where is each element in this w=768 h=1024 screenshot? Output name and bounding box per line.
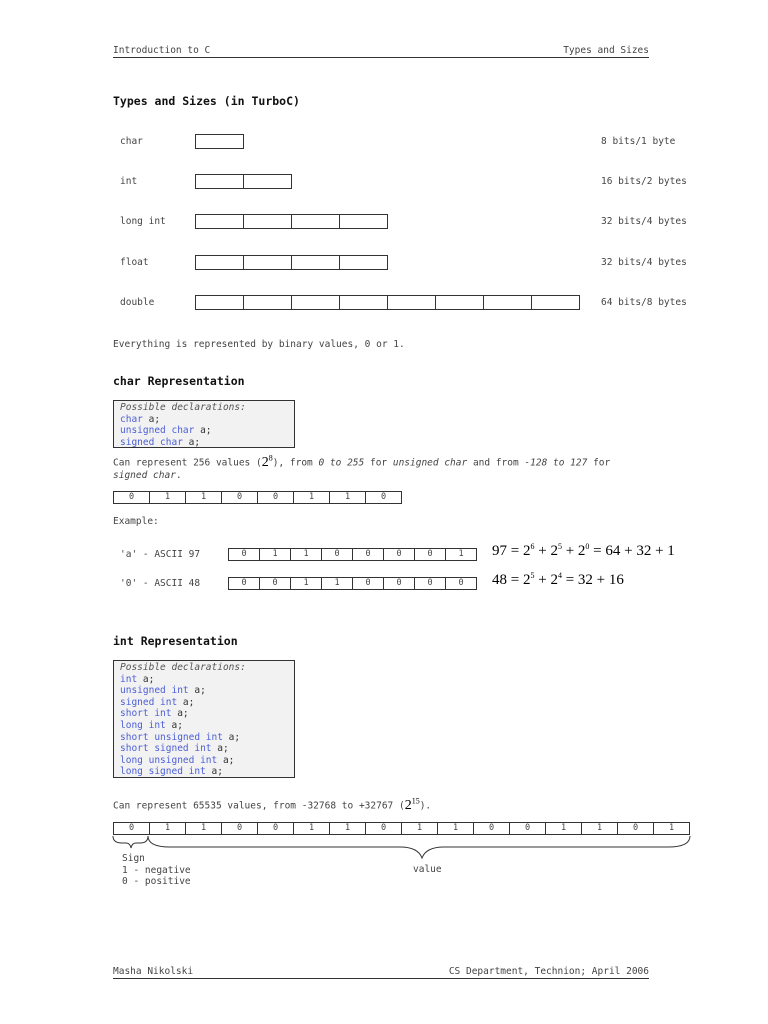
declaration-line bbox=[120, 708, 288, 720]
sign-line-positive: 0 - positive bbox=[122, 876, 191, 887]
formula-exponent: 5 bbox=[557, 542, 562, 551]
char-desc-p6: . bbox=[175, 469, 182, 481]
declaration-keyword: short int bbox=[120, 708, 172, 720]
value-label: value bbox=[413, 864, 442, 875]
bit-cell: 1 bbox=[185, 491, 222, 504]
declaration-line bbox=[120, 732, 288, 744]
declaration-keyword: int bbox=[120, 673, 138, 685]
bit-cell: 1 bbox=[290, 577, 322, 590]
char-section-title: char Representation bbox=[113, 374, 245, 388]
formula-plus: + bbox=[534, 543, 551, 559]
byte-cell bbox=[483, 295, 532, 310]
header-left: Introduction to C bbox=[113, 45, 211, 56]
bit-cell: 0 bbox=[509, 822, 546, 835]
bit-cell: 0 bbox=[352, 577, 384, 590]
byte-cell bbox=[291, 214, 340, 229]
bit-cell: 1 bbox=[290, 548, 322, 561]
declaration-variable: a; bbox=[182, 436, 201, 448]
formula-lhs: 97 = bbox=[492, 543, 523, 559]
char-desc-type2: signed char bbox=[113, 469, 176, 481]
char-desc-exp: 8 bbox=[268, 453, 273, 462]
char-declarations-box bbox=[113, 400, 295, 448]
declaration-keyword: long unsigned int bbox=[120, 754, 218, 766]
byte-cell bbox=[291, 255, 340, 270]
declaration-keyword: long int bbox=[120, 719, 166, 731]
formula-exponent: 4 bbox=[557, 571, 562, 580]
declaration-variable: a; bbox=[211, 743, 229, 755]
int-desc-p2: ). bbox=[419, 800, 432, 812]
declaration-line bbox=[120, 720, 288, 732]
declaration-line bbox=[120, 743, 288, 755]
declaration-variable: a; bbox=[142, 413, 161, 425]
declaration-line bbox=[120, 766, 288, 778]
formula-exponent: 0 bbox=[585, 542, 590, 551]
char-description bbox=[113, 452, 673, 482]
type-byte-cells bbox=[195, 214, 388, 229]
type-name: long int bbox=[120, 216, 166, 227]
declaration-line bbox=[120, 755, 288, 767]
formula-plus: + bbox=[561, 543, 578, 559]
int-desc-exp: 15 bbox=[411, 796, 420, 805]
byte-cell bbox=[195, 214, 244, 229]
byte-cell bbox=[195, 174, 244, 189]
byte-cell bbox=[339, 295, 388, 310]
type-size: 8 bits/1 byte bbox=[601, 136, 676, 147]
char-desc-p5: for bbox=[587, 457, 611, 469]
bit-cell: 0 bbox=[259, 577, 291, 590]
bit-cell: 1 bbox=[445, 548, 477, 561]
bit-cell: 0 bbox=[221, 822, 258, 835]
bit-cell: 1 bbox=[329, 822, 366, 835]
bit-cell: 0 bbox=[321, 548, 353, 561]
bit-cell: 0 bbox=[383, 548, 415, 561]
int-description bbox=[113, 796, 431, 814]
byte-cell bbox=[531, 295, 580, 310]
formula-base: 2 bbox=[550, 543, 558, 559]
formula-exponent: 6 bbox=[530, 542, 535, 551]
sign-label: Sign bbox=[122, 853, 145, 864]
declaration-variable: a; bbox=[165, 719, 183, 731]
header-rule bbox=[113, 57, 649, 58]
example-ascii-label: '0' - ASCII 48 bbox=[120, 578, 201, 589]
int-section-title: int Representation bbox=[113, 634, 238, 648]
example-formula bbox=[492, 571, 624, 589]
type-name: char bbox=[120, 136, 143, 147]
value-brace bbox=[148, 836, 690, 858]
type-size: 64 bits/8 bytes bbox=[601, 297, 687, 308]
type-name: float bbox=[120, 257, 149, 268]
bit-cell: 0 bbox=[257, 822, 294, 835]
byte-cell bbox=[195, 295, 244, 310]
char-desc-range1: 0 to 255 bbox=[318, 457, 365, 469]
int-desc-p1: Can represent 65535 values, from -32768 to +32767 ( bbox=[113, 800, 405, 812]
formula-rhs: = 32 + 16 bbox=[561, 572, 624, 588]
bit-cell: 0 bbox=[365, 491, 402, 504]
declaration-variable: a; bbox=[188, 685, 206, 697]
byte-cell bbox=[195, 255, 244, 270]
bit-cell: 0 bbox=[113, 822, 150, 835]
bit-cell: 1 bbox=[545, 822, 582, 835]
byte-cell bbox=[243, 255, 292, 270]
declaration-line bbox=[120, 414, 288, 426]
types-title: Types and Sizes (in TurboC) bbox=[113, 94, 300, 108]
bit-cell: 0 bbox=[257, 491, 294, 504]
byte-cell bbox=[387, 295, 436, 310]
type-size: 32 bits/4 bytes bbox=[601, 257, 687, 268]
bit-cell: 0 bbox=[228, 577, 260, 590]
type-name: double bbox=[120, 297, 155, 308]
byte-cell bbox=[435, 295, 484, 310]
char-desc-base: 2 bbox=[261, 454, 269, 470]
byte-cell bbox=[243, 174, 292, 189]
header-right: Types and Sizes bbox=[563, 45, 649, 56]
declaration-variable: a; bbox=[222, 731, 241, 743]
bit-cell: 0 bbox=[414, 577, 446, 590]
example-formula bbox=[492, 542, 675, 560]
footer-rule bbox=[113, 978, 649, 979]
bit-cell: 0 bbox=[352, 548, 384, 561]
bit-cell: 1 bbox=[185, 822, 222, 835]
bit-cell: 1 bbox=[293, 822, 330, 835]
declaration-variable: a; bbox=[171, 708, 189, 720]
bit-cell: 1 bbox=[329, 491, 366, 504]
type-byte-cells bbox=[195, 174, 292, 189]
bit-cell: 0 bbox=[383, 577, 415, 590]
bit-cell: 1 bbox=[149, 491, 186, 504]
formula-base: 2 bbox=[550, 572, 558, 588]
sign-line-negative: 1 - negative bbox=[122, 865, 191, 876]
char-bit-row bbox=[113, 491, 402, 504]
declaration-keyword: unsigned int bbox=[120, 685, 189, 697]
formula-base: 2 bbox=[577, 543, 586, 559]
declaration-keyword: unsigned char bbox=[120, 425, 195, 437]
char-desc-p2: ), from bbox=[272, 457, 319, 469]
type-name: int bbox=[120, 176, 138, 187]
example-label: Example: bbox=[113, 516, 159, 527]
declaration-keyword: signed char bbox=[120, 436, 183, 448]
bit-cell: 0 bbox=[473, 822, 510, 835]
byte-cell bbox=[243, 214, 292, 229]
binary-note: Everything is represented by binary values, 0 or 1. bbox=[113, 339, 405, 350]
type-size: 32 bits/4 bytes bbox=[601, 216, 687, 227]
declaration-line bbox=[120, 697, 288, 709]
bit-cell: 0 bbox=[445, 577, 477, 590]
int-code-comment: Possible declarations: bbox=[120, 662, 246, 673]
footer-right: CS Department, Technion; April 2006 bbox=[448, 966, 649, 977]
bit-cell: 0 bbox=[221, 491, 258, 504]
type-byte-cells bbox=[195, 255, 388, 270]
byte-cell bbox=[339, 214, 388, 229]
declaration-variable: a; bbox=[217, 754, 235, 766]
bit-cell: 0 bbox=[113, 491, 150, 504]
char-desc-range2: -128 to 127 bbox=[524, 457, 588, 469]
bit-cell: 1 bbox=[401, 822, 438, 835]
int-declarations-box bbox=[113, 660, 295, 778]
bit-cell: 1 bbox=[653, 822, 690, 835]
char-desc-p3: for bbox=[364, 457, 393, 469]
example-bit-row bbox=[228, 577, 477, 590]
char-desc-p1: Can represent 256 values ( bbox=[113, 457, 262, 469]
example-bit-row bbox=[228, 548, 477, 561]
formula-lhs: 48 = bbox=[492, 572, 523, 588]
formula-rhs: = 64 + 32 + 1 bbox=[589, 543, 675, 559]
bit-cell: 1 bbox=[293, 491, 330, 504]
int-desc-base: 2 bbox=[404, 797, 412, 813]
char-desc-type1: unsigned char bbox=[392, 457, 468, 469]
bit-cell: 1 bbox=[149, 822, 186, 835]
sign-brace bbox=[113, 836, 148, 848]
byte-cell bbox=[243, 295, 292, 310]
declaration-line bbox=[120, 674, 288, 686]
char-code-comment: Possible declarations: bbox=[120, 402, 246, 413]
bit-cell: 1 bbox=[259, 548, 291, 561]
declaration-keyword: char bbox=[120, 413, 143, 425]
type-byte-cells bbox=[195, 295, 580, 310]
char-desc-p4: and from bbox=[467, 457, 525, 469]
footer-left: Masha Nikolski bbox=[113, 966, 194, 977]
byte-cell bbox=[195, 134, 244, 149]
declaration-variable: a; bbox=[205, 766, 223, 778]
bit-cell: 0 bbox=[365, 822, 402, 835]
bit-cell: 1 bbox=[581, 822, 618, 835]
byte-cell bbox=[291, 295, 340, 310]
type-size: 16 bits/2 bytes bbox=[601, 176, 687, 187]
formula-plus: + bbox=[534, 572, 551, 588]
example-ascii-label: 'a' - ASCII 97 bbox=[120, 549, 201, 560]
declaration-line bbox=[120, 437, 288, 449]
formula-base: 2 bbox=[522, 543, 531, 559]
declaration-keyword: signed int bbox=[120, 696, 178, 708]
declaration-keyword: short unsigned int bbox=[120, 731, 223, 743]
declaration-keyword: long signed int bbox=[120, 766, 206, 778]
declaration-variable: a; bbox=[137, 673, 155, 685]
bit-cell: 0 bbox=[414, 548, 446, 561]
byte-cell bbox=[339, 255, 388, 270]
bit-cell: 1 bbox=[321, 577, 353, 590]
declaration-variable: a; bbox=[194, 425, 212, 437]
formula-base: 2 bbox=[522, 572, 531, 588]
bit-cell: 0 bbox=[228, 548, 260, 561]
type-byte-cells bbox=[195, 134, 244, 149]
declaration-line bbox=[120, 425, 288, 437]
int-braces bbox=[110, 834, 695, 864]
formula-exponent: 5 bbox=[530, 571, 535, 580]
declaration-variable: a; bbox=[177, 696, 195, 708]
bit-cell: 1 bbox=[437, 822, 474, 835]
declaration-keyword: short signed int bbox=[120, 743, 212, 755]
bit-cell: 0 bbox=[617, 822, 654, 835]
declaration-line bbox=[120, 685, 288, 697]
